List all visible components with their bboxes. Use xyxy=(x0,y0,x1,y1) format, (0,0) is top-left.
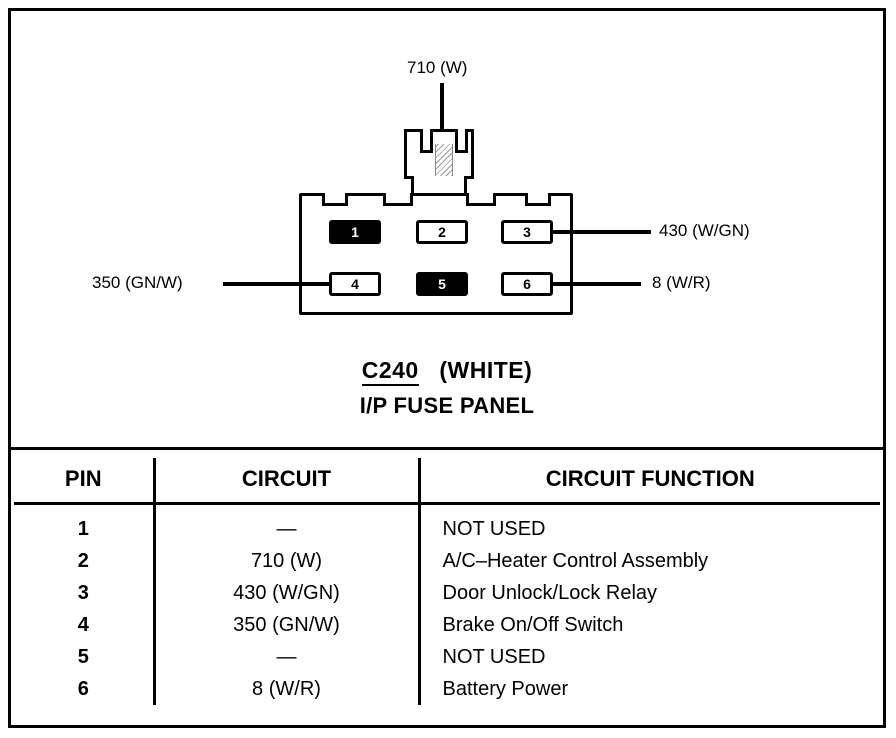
cell-circuit: 8 (W/R) xyxy=(154,673,419,705)
pin-cavity-4[interactable]: 4 xyxy=(329,272,381,296)
table-row xyxy=(14,545,880,577)
cell-function: A/C–Heater Control Assembly xyxy=(442,549,709,572)
cell-circuit: 710 (W) xyxy=(154,545,419,577)
connector-diagram xyxy=(11,11,883,447)
lead-line-8 xyxy=(551,282,641,286)
latch-slot-right xyxy=(455,129,468,153)
lead-line-350 xyxy=(223,282,331,286)
cell-function: Door Unlock/Lock Relay xyxy=(442,581,658,604)
connector-subtitle: I/P FUSE PANEL xyxy=(359,393,535,418)
table-row xyxy=(14,504,880,546)
pin-function-table xyxy=(14,458,880,705)
housing-notch-2 xyxy=(383,193,413,206)
table-row xyxy=(14,609,880,641)
table-header-row xyxy=(14,458,880,504)
table-row xyxy=(14,577,880,609)
cell-function: NOT USED xyxy=(442,517,546,540)
wire-label-710: 710 (W) xyxy=(407,58,468,77)
cell-pin: 2 xyxy=(14,545,154,577)
cell-pin: 4 xyxy=(14,609,154,641)
header-circuit-function: CIRCUIT FUNCTION xyxy=(419,458,880,504)
housing-notch-4 xyxy=(525,193,551,206)
cell-circuit: — xyxy=(154,641,419,673)
pin-cavity-1[interactable]: 1 xyxy=(329,220,381,244)
cell-pin: 1 xyxy=(14,504,154,546)
connector-id: C240 xyxy=(362,357,419,386)
connector-housing xyxy=(299,193,573,315)
cell-circuit: 430 (W/GN) xyxy=(154,577,419,609)
connector-caption xyxy=(11,357,883,419)
connector-color: (WHITE) xyxy=(439,357,533,383)
cell-function: NOT USED xyxy=(442,645,546,668)
header-circuit: CIRCUIT xyxy=(154,458,419,504)
housing-notch-3 xyxy=(466,193,496,206)
table-row xyxy=(14,673,880,705)
cell-circuit: — xyxy=(154,504,419,546)
housing-notch-1 xyxy=(322,193,348,206)
wire-label-430: 430 (W/GN) xyxy=(659,221,750,240)
latch-slot-left xyxy=(420,129,433,153)
cell-pin: 5 xyxy=(14,641,154,673)
lead-line-430 xyxy=(551,230,651,234)
wire-label-350: 350 (GN/W) xyxy=(92,273,183,292)
cell-pin: 6 xyxy=(14,673,154,705)
pin-cavity-2[interactable]: 2 xyxy=(416,220,468,244)
pin-cavity-5[interactable]: 5 xyxy=(416,272,468,296)
pin-cavity-3[interactable]: 3 xyxy=(501,220,553,244)
cell-circuit: 350 (GN/W) xyxy=(154,609,419,641)
section-divider xyxy=(11,447,883,450)
cell-function: Battery Power xyxy=(442,677,569,700)
cell-function: Brake On/Off Switch xyxy=(442,613,624,636)
header-pin: PIN xyxy=(14,458,154,504)
table-row xyxy=(14,641,880,673)
wire-label-8: 8 (W/R) xyxy=(652,273,711,292)
pin-cavity-6[interactable]: 6 xyxy=(501,272,553,296)
cell-pin: 3 xyxy=(14,577,154,609)
